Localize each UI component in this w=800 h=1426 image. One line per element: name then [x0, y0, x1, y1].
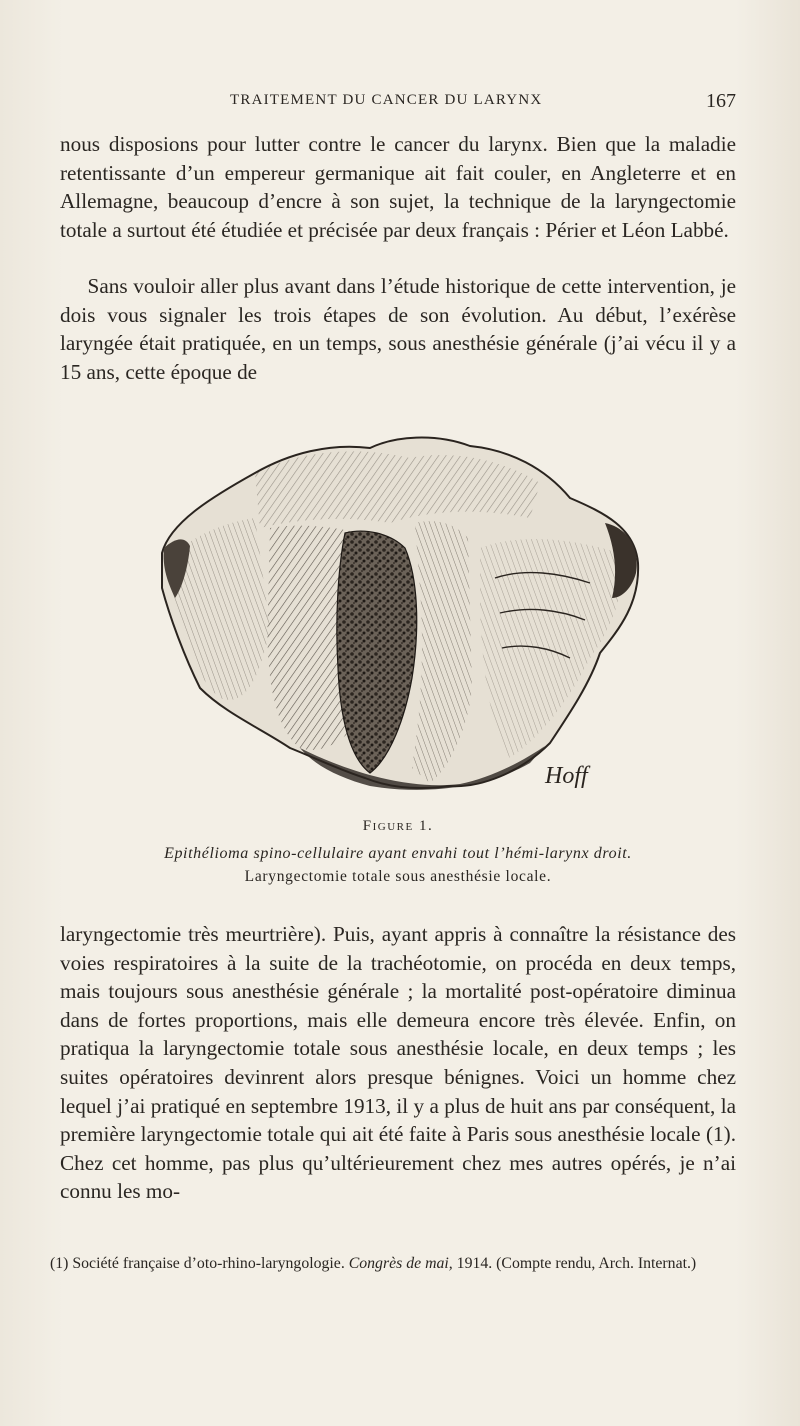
footnote: [50, 1254, 722, 1274]
paragraph: nous disposions pour lutter contre le cancer du larynx. Bien que la maladie retentissante d’un empereur germanique ait fait couler, en Angleterre et en Allemagne, beaucoup d’encre à son sujet, la technique de la laryngectomie totale a surtout été étudiée et précisée par deux français : Périer et Léon Labbé.: [60, 132, 736, 242]
figure-label: Figure 1.: [362, 818, 434, 834]
page-number: 167: [706, 90, 736, 112]
paragraph: Sans vouloir aller plus avant dans l’étude historique de cette intervention, je dois vous signaler les trois étapes de son évolution. Au début, l’exérèse laryngée était pratiquée, en un temps, sous anesthésie générale (j’ai vécu il y a 15 ans, cette époque de: [60, 274, 736, 384]
footnote-text: Société française d’oto-rhino-laryngologie.: [68, 1255, 349, 1272]
paragraph: laryngectomie très meurtrière). Puis, ayant appris à connaître la résistance des voies respiratoires à la suite de la trachéotomie, on procéda en deux temps, mais toujours sous anesthésie générale ; la mortalité post-opératoire diminua dans de fortes proportions, mais elle demeura encore très élevée. Enfin, on pratiqua la laryngectomie totale sous anesthésie locale, en deux temps ; les suites opératoires devinrent alors presque bénignes. Voici un homme chez lequel j’ai pratiqué en septembre 1913, il y a plus de huit ans par conséquent, la première laryngectomie totale qui ait été faite à Paris sous anesthésie locale (1). Chez cet homme, pas plus qu’ultérieurement chez mes autres opérés, je n’ai connu les mo-: [60, 922, 736, 1204]
artist-signature: Hoff: [545, 763, 588, 789]
running-title: TRAITEMENT DU CANCER DU LARYNX: [230, 92, 543, 108]
larynx-illustration: [150, 428, 650, 798]
footnote-work-title: Congrès de mai,: [348, 1255, 453, 1272]
footnote-marker: (1): [50, 1255, 69, 1272]
figure-title: Epithélioma spino-cellulaire ayant envahi tout l’hémi-larynx droit.: [164, 845, 632, 862]
footnote-text-end: 1914. (Compte rendu, Arch. Internat.): [452, 1255, 697, 1272]
page-header: [60, 90, 736, 120]
figure-subtitle: Laryngectomie totale sous anesthésie locale.: [244, 868, 552, 885]
